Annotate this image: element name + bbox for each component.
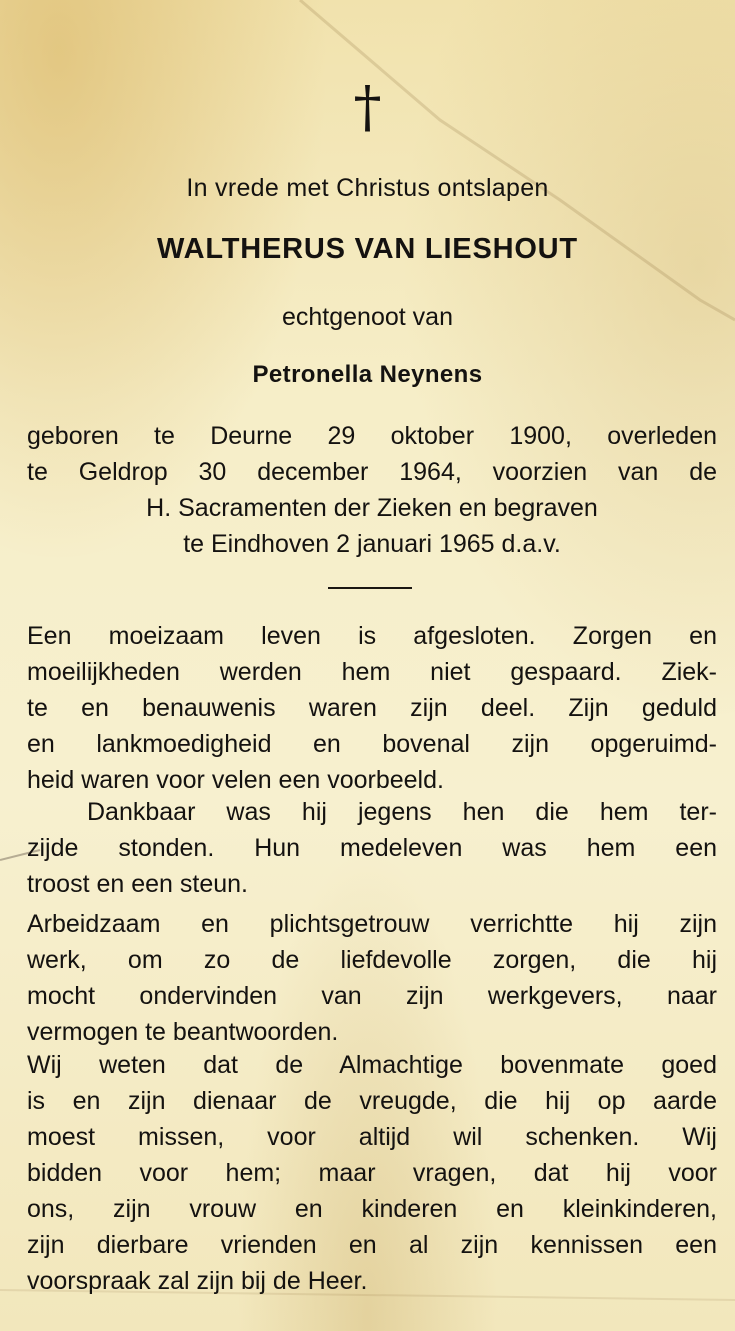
paragraph-line: vermogen te beantwoorden. xyxy=(27,1018,339,1046)
divider-line xyxy=(328,587,412,589)
paragraph-line: en lankmoedigheid en bovenal zijn opgeruimd- xyxy=(27,730,717,758)
paragraph-line: Een moeizaam leven is afgesloten. Zorgen en xyxy=(27,622,717,650)
bio-line: te Geldrop 30 december 1964, voorzien van de xyxy=(27,458,717,486)
bio-line: te Eindhoven 2 januari 1965 d.a.v. xyxy=(183,530,561,558)
spouse-name: Petronella Neynens xyxy=(252,361,483,388)
paragraph-line: zijde stonden. Hun medeleven was hem een xyxy=(27,834,717,862)
paragraph-line: zijn dierbare vrienden en al zijn kennissen een xyxy=(27,1231,717,1259)
paragraph-line: werk, om zo de liefdevolle zorgen, die hij xyxy=(27,946,717,974)
paragraph-line: voorspraak zal zijn bij de Heer. xyxy=(27,1267,368,1295)
biography-block xyxy=(27,418,717,562)
paragraph-line: ons, zijn vrouw en kinderen en kleinkinderen, xyxy=(27,1195,717,1223)
bio-line: H. Sacramenten der Zieken en begraven xyxy=(146,494,598,522)
paragraph-line: is en zijn dienaar de vreugde, die hij op aarde xyxy=(27,1087,717,1115)
paragraph-line: Dankbaar was hij jegens hen die hem ter- xyxy=(87,798,717,826)
paragraph-line: troost en een steun. xyxy=(27,870,248,898)
paragraph-line: mocht ondervinden van zijn werkgevers, naar xyxy=(27,982,717,1010)
cross-icon: † xyxy=(353,75,382,140)
paragraph-gratitude xyxy=(27,794,717,902)
paragraph-line: moeilijkheden werden hem niet gespaard. Ziek- xyxy=(27,658,717,686)
paragraph-work xyxy=(27,906,717,1050)
paragraph-line: moest missen, voor altijd wil schenken. Wij xyxy=(27,1123,717,1151)
spouse-label: echtgenoot van xyxy=(282,303,453,331)
paragraph-line: Arbeidzaam en plichtsgetrouw verrichtte hij zijn xyxy=(27,910,717,938)
paragraph-line: bidden voor hem; maar vragen, dat hij voor xyxy=(27,1159,717,1187)
paragraph-line: heid waren voor velen een voorbeeld. xyxy=(27,766,444,794)
paragraph-life xyxy=(27,618,717,798)
paragraph-line: te en benauwenis waren zijn deel. Zijn geduld xyxy=(27,694,717,722)
bio-line: geboren te Deurne 29 oktober 1900, overleden xyxy=(27,422,717,450)
deceased-name: WALTHERUS VAN LIESHOUT xyxy=(157,233,578,265)
paragraph-line: Wij weten dat de Almachtige bovenmate goed xyxy=(27,1051,717,1079)
paragraph-prayer xyxy=(27,1047,717,1299)
motto-text: In vrede met Christus ontslapen xyxy=(186,174,549,202)
